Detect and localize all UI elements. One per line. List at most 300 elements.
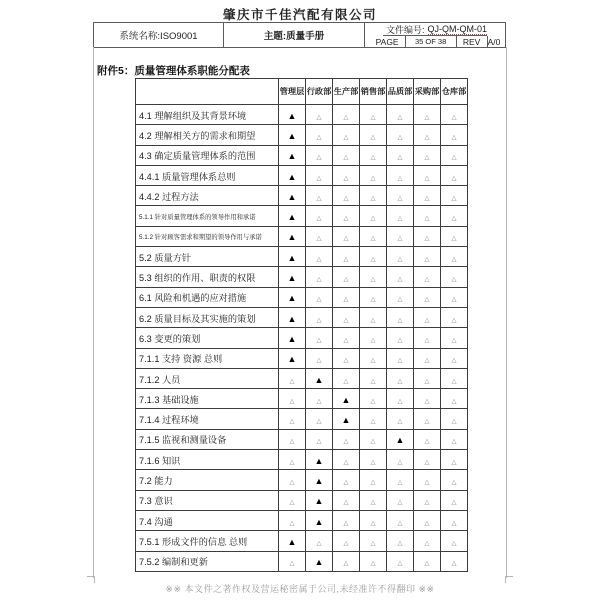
empty-triangle-icon: △ bbox=[289, 519, 295, 527]
empty-triangle-icon: △ bbox=[397, 133, 403, 141]
secondary-responsibility-mark bbox=[279, 551, 306, 571]
filled-triangle-icon: ▲ bbox=[314, 516, 324, 527]
clause-label: 7.1.6 知识 bbox=[136, 450, 279, 470]
secondary-responsibility-mark bbox=[333, 470, 360, 490]
secondary-responsibility-mark bbox=[333, 105, 360, 125]
secondary-responsibility-mark bbox=[306, 531, 333, 551]
empty-triangle-icon: △ bbox=[343, 154, 349, 162]
empty-triangle-icon: △ bbox=[343, 174, 349, 182]
secondary-responsibility-mark bbox=[306, 105, 333, 125]
empty-triangle-icon: △ bbox=[424, 397, 430, 405]
empty-triangle-icon: △ bbox=[397, 194, 403, 202]
filled-triangle-icon: ▲ bbox=[287, 333, 297, 344]
empty-triangle-icon: △ bbox=[316, 357, 322, 365]
secondary-responsibility-mark bbox=[279, 389, 306, 409]
empty-triangle-icon: △ bbox=[343, 316, 349, 324]
empty-triangle-icon: △ bbox=[370, 560, 376, 568]
filled-triangle-icon: ▲ bbox=[341, 394, 351, 405]
secondary-responsibility-mark bbox=[279, 409, 306, 429]
secondary-responsibility-mark bbox=[441, 429, 468, 449]
empty-triangle-icon: △ bbox=[343, 377, 349, 385]
secondary-responsibility-mark bbox=[387, 145, 414, 165]
empty-triangle-icon: △ bbox=[370, 336, 376, 344]
empty-triangle-icon: △ bbox=[397, 560, 403, 568]
empty-triangle-icon: △ bbox=[397, 296, 403, 304]
filled-triangle-icon: ▲ bbox=[314, 557, 324, 568]
secondary-responsibility-mark bbox=[279, 510, 306, 530]
filled-triangle-icon: ▲ bbox=[287, 293, 297, 304]
secondary-responsibility-mark bbox=[441, 145, 468, 165]
filled-triangle-icon: ▲ bbox=[287, 151, 297, 162]
table-row bbox=[136, 247, 468, 267]
empty-triangle-icon: △ bbox=[451, 499, 457, 507]
empty-triangle-icon: △ bbox=[316, 336, 322, 344]
filled-triangle-icon: ▲ bbox=[314, 455, 324, 466]
empty-triangle-icon: △ bbox=[424, 194, 430, 202]
clause-label: 6.2 质量目标及其实施的策划 bbox=[136, 307, 279, 327]
primary-responsibility-mark bbox=[279, 145, 306, 165]
secondary-responsibility-mark bbox=[387, 368, 414, 388]
secondary-responsibility-mark bbox=[333, 348, 360, 368]
matrix-header-row bbox=[136, 79, 468, 105]
department-header: 销售部 bbox=[360, 79, 387, 105]
empty-triangle-icon: △ bbox=[424, 478, 430, 486]
secondary-responsibility-mark bbox=[387, 348, 414, 368]
empty-triangle-icon: △ bbox=[451, 215, 457, 223]
matrix-corner-cell bbox=[136, 79, 279, 105]
secondary-responsibility-mark bbox=[387, 470, 414, 490]
empty-triangle-icon: △ bbox=[424, 336, 430, 344]
empty-triangle-icon: △ bbox=[397, 539, 403, 547]
table-row bbox=[136, 531, 468, 551]
primary-responsibility-mark bbox=[279, 348, 306, 368]
secondary-responsibility-mark bbox=[387, 490, 414, 510]
secondary-responsibility-mark bbox=[387, 165, 414, 185]
secondary-responsibility-mark bbox=[414, 450, 441, 470]
secondary-responsibility-mark bbox=[360, 287, 387, 307]
empty-triangle-icon: △ bbox=[343, 499, 349, 507]
filled-triangle-icon: ▲ bbox=[314, 475, 324, 486]
empty-triangle-icon: △ bbox=[451, 316, 457, 324]
empty-triangle-icon: △ bbox=[370, 478, 376, 486]
secondary-responsibility-mark bbox=[414, 287, 441, 307]
clause-label: 6.1 风险和机遇的应对措施 bbox=[136, 287, 279, 307]
empty-triangle-icon: △ bbox=[343, 255, 349, 263]
clause-label: 7.5.2 编制和更新 bbox=[136, 551, 279, 571]
empty-triangle-icon: △ bbox=[451, 519, 457, 527]
primary-responsibility-mark bbox=[279, 186, 306, 206]
empty-triangle-icon: △ bbox=[424, 418, 430, 426]
empty-triangle-icon: △ bbox=[451, 296, 457, 304]
primary-responsibility-mark bbox=[279, 105, 306, 125]
primary-responsibility-mark bbox=[279, 531, 306, 551]
subject-value: 质量手册 bbox=[286, 31, 325, 42]
secondary-responsibility-mark bbox=[387, 389, 414, 409]
empty-triangle-icon: △ bbox=[316, 276, 322, 284]
secondary-responsibility-mark bbox=[306, 267, 333, 287]
empty-triangle-icon: △ bbox=[424, 276, 430, 284]
secondary-responsibility-mark bbox=[306, 389, 333, 409]
secondary-responsibility-mark bbox=[414, 105, 441, 125]
secondary-responsibility-mark bbox=[414, 490, 441, 510]
secondary-responsibility-mark bbox=[414, 348, 441, 368]
empty-triangle-icon: △ bbox=[343, 276, 349, 284]
table-row bbox=[136, 267, 468, 287]
filled-triangle-icon: ▲ bbox=[287, 232, 297, 243]
secondary-responsibility-mark bbox=[360, 470, 387, 490]
secondary-responsibility-mark bbox=[360, 267, 387, 287]
empty-triangle-icon: △ bbox=[451, 418, 457, 426]
secondary-responsibility-mark bbox=[333, 328, 360, 348]
empty-triangle-icon: △ bbox=[370, 113, 376, 121]
secondary-responsibility-mark bbox=[360, 389, 387, 409]
secondary-responsibility-mark bbox=[360, 307, 387, 327]
secondary-responsibility-mark bbox=[306, 247, 333, 267]
empty-triangle-icon: △ bbox=[451, 276, 457, 284]
empty-triangle-icon: △ bbox=[424, 377, 430, 385]
empty-triangle-icon: △ bbox=[343, 336, 349, 344]
secondary-responsibility-mark bbox=[333, 247, 360, 267]
empty-triangle-icon: △ bbox=[397, 113, 403, 121]
secondary-responsibility-mark bbox=[387, 551, 414, 571]
secondary-responsibility-mark bbox=[441, 328, 468, 348]
empty-triangle-icon: △ bbox=[316, 539, 322, 547]
department-header: 采购部 bbox=[414, 79, 441, 105]
clause-label: 7.5.1 形成文件的信息 总则 bbox=[136, 531, 279, 551]
secondary-responsibility-mark bbox=[360, 165, 387, 185]
primary-responsibility-mark bbox=[279, 125, 306, 145]
empty-triangle-icon: △ bbox=[289, 478, 295, 486]
secondary-responsibility-mark bbox=[333, 267, 360, 287]
secondary-responsibility-mark bbox=[441, 409, 468, 429]
footer-copyright-notice: ※※ 本文件之著作权及营运秘密属于公司,未经准许不得翻印 ※※ bbox=[165, 584, 435, 594]
page-label: PAGE bbox=[370, 36, 406, 47]
secondary-responsibility-mark bbox=[387, 328, 414, 348]
empty-triangle-icon: △ bbox=[316, 418, 322, 426]
empty-triangle-icon: △ bbox=[316, 194, 322, 202]
empty-triangle-icon: △ bbox=[343, 357, 349, 365]
primary-responsibility-mark bbox=[279, 267, 306, 287]
secondary-responsibility-mark bbox=[441, 287, 468, 307]
table-row bbox=[136, 186, 468, 206]
secondary-responsibility-mark bbox=[279, 368, 306, 388]
empty-triangle-icon: △ bbox=[451, 478, 457, 486]
secondary-responsibility-mark bbox=[414, 429, 441, 449]
empty-triangle-icon: △ bbox=[397, 519, 403, 527]
clause-label: 4.2 理解相关方的需求和期望 bbox=[136, 125, 279, 145]
secondary-responsibility-mark bbox=[441, 368, 468, 388]
secondary-responsibility-mark bbox=[441, 206, 468, 226]
secondary-responsibility-mark bbox=[333, 551, 360, 571]
secondary-responsibility-mark bbox=[360, 186, 387, 206]
secondary-responsibility-mark bbox=[387, 450, 414, 470]
secondary-responsibility-mark bbox=[414, 510, 441, 530]
table-row bbox=[136, 226, 468, 246]
secondary-responsibility-mark bbox=[306, 186, 333, 206]
empty-triangle-icon: △ bbox=[316, 174, 322, 182]
empty-triangle-icon: △ bbox=[451, 357, 457, 365]
empty-triangle-icon: △ bbox=[289, 499, 295, 507]
table-row bbox=[136, 490, 468, 510]
page-rev-row bbox=[370, 36, 501, 47]
empty-triangle-icon: △ bbox=[289, 418, 295, 426]
doc-info-table bbox=[93, 22, 506, 48]
empty-triangle-icon: △ bbox=[451, 336, 457, 344]
empty-triangle-icon: △ bbox=[424, 539, 430, 547]
secondary-responsibility-mark bbox=[360, 226, 387, 246]
table-row bbox=[136, 409, 468, 429]
empty-triangle-icon: △ bbox=[289, 397, 295, 405]
empty-triangle-icon: △ bbox=[451, 560, 457, 568]
secondary-responsibility-mark bbox=[333, 368, 360, 388]
empty-triangle-icon: △ bbox=[397, 336, 403, 344]
function-matrix-table bbox=[135, 78, 468, 572]
secondary-responsibility-mark bbox=[441, 531, 468, 551]
secondary-responsibility-mark bbox=[441, 551, 468, 571]
empty-triangle-icon: △ bbox=[397, 478, 403, 486]
empty-triangle-icon: △ bbox=[370, 377, 376, 385]
empty-triangle-icon: △ bbox=[316, 235, 322, 243]
empty-triangle-icon: △ bbox=[424, 519, 430, 527]
empty-triangle-icon: △ bbox=[316, 113, 322, 121]
secondary-responsibility-mark bbox=[441, 510, 468, 530]
empty-triangle-icon: △ bbox=[370, 174, 376, 182]
empty-triangle-icon: △ bbox=[451, 194, 457, 202]
secondary-responsibility-mark bbox=[441, 348, 468, 368]
empty-triangle-icon: △ bbox=[451, 438, 457, 446]
empty-triangle-icon: △ bbox=[451, 154, 457, 162]
secondary-responsibility-mark bbox=[360, 105, 387, 125]
secondary-responsibility-mark bbox=[279, 450, 306, 470]
empty-triangle-icon: △ bbox=[370, 255, 376, 263]
secondary-responsibility-mark bbox=[441, 165, 468, 185]
primary-responsibility-mark bbox=[279, 307, 306, 327]
secondary-responsibility-mark bbox=[387, 287, 414, 307]
secondary-responsibility-mark bbox=[387, 510, 414, 530]
empty-triangle-icon: △ bbox=[370, 154, 376, 162]
secondary-responsibility-mark bbox=[279, 470, 306, 490]
empty-triangle-icon: △ bbox=[397, 276, 403, 284]
table-row bbox=[136, 551, 468, 571]
page-frame-right bbox=[506, 47, 507, 578]
secondary-responsibility-mark bbox=[333, 429, 360, 449]
secondary-responsibility-mark bbox=[414, 226, 441, 246]
empty-triangle-icon: △ bbox=[343, 478, 349, 486]
empty-triangle-icon: △ bbox=[370, 235, 376, 243]
primary-responsibility-mark bbox=[279, 226, 306, 246]
secondary-responsibility-mark bbox=[333, 531, 360, 551]
secondary-responsibility-mark bbox=[333, 307, 360, 327]
secondary-responsibility-mark bbox=[414, 389, 441, 409]
secondary-responsibility-mark bbox=[414, 328, 441, 348]
filled-triangle-icon: ▲ bbox=[314, 374, 324, 385]
secondary-responsibility-mark bbox=[414, 267, 441, 287]
secondary-responsibility-mark bbox=[306, 429, 333, 449]
table-row bbox=[136, 328, 468, 348]
doc-number-label: 文件编号: bbox=[385, 24, 425, 35]
secondary-responsibility-mark bbox=[441, 389, 468, 409]
secondary-responsibility-mark bbox=[333, 510, 360, 530]
secondary-responsibility-mark bbox=[360, 368, 387, 388]
empty-triangle-icon: △ bbox=[424, 438, 430, 446]
empty-triangle-icon: △ bbox=[316, 215, 322, 223]
primary-responsibility-mark bbox=[306, 450, 333, 470]
secondary-responsibility-mark bbox=[441, 307, 468, 327]
rev-label: REV bbox=[457, 36, 488, 47]
empty-triangle-icon: △ bbox=[370, 499, 376, 507]
empty-triangle-icon: △ bbox=[397, 235, 403, 243]
secondary-responsibility-mark bbox=[306, 206, 333, 226]
empty-triangle-icon: △ bbox=[370, 215, 376, 223]
primary-responsibility-mark bbox=[279, 247, 306, 267]
empty-triangle-icon: △ bbox=[316, 154, 322, 162]
secondary-responsibility-mark bbox=[333, 165, 360, 185]
empty-triangle-icon: △ bbox=[316, 296, 322, 304]
table-row bbox=[136, 145, 468, 165]
secondary-responsibility-mark bbox=[387, 531, 414, 551]
empty-triangle-icon: △ bbox=[451, 235, 457, 243]
clause-label: 7.1.4 过程环境 bbox=[136, 409, 279, 429]
empty-triangle-icon: △ bbox=[343, 235, 349, 243]
secondary-responsibility-mark bbox=[333, 450, 360, 470]
clause-label: 6.3 变更的策划 bbox=[136, 328, 279, 348]
empty-triangle-icon: △ bbox=[343, 194, 349, 202]
empty-triangle-icon: △ bbox=[370, 458, 376, 466]
secondary-responsibility-mark bbox=[360, 328, 387, 348]
secondary-responsibility-mark bbox=[360, 510, 387, 530]
empty-triangle-icon: △ bbox=[451, 255, 457, 263]
empty-triangle-icon: △ bbox=[451, 113, 457, 121]
empty-triangle-icon: △ bbox=[343, 539, 349, 547]
department-header: 管理层 bbox=[279, 79, 306, 105]
secondary-responsibility-mark bbox=[360, 409, 387, 429]
secondary-responsibility-mark bbox=[414, 145, 441, 165]
empty-triangle-icon: △ bbox=[289, 458, 295, 466]
department-header: 行政部 bbox=[306, 79, 333, 105]
filled-triangle-icon: ▲ bbox=[287, 191, 297, 202]
clause-label: 7.1.1 支持 资源 总则 bbox=[136, 348, 279, 368]
secondary-responsibility-mark bbox=[441, 226, 468, 246]
empty-triangle-icon: △ bbox=[370, 276, 376, 284]
empty-triangle-icon: △ bbox=[451, 133, 457, 141]
clause-label: 4.1 理解组织及其背景环境 bbox=[136, 105, 279, 125]
empty-triangle-icon: △ bbox=[424, 255, 430, 263]
department-header: 生产部 bbox=[333, 79, 360, 105]
secondary-responsibility-mark bbox=[387, 307, 414, 327]
secondary-responsibility-mark bbox=[441, 186, 468, 206]
empty-triangle-icon: △ bbox=[397, 418, 403, 426]
department-header: 仓库部 bbox=[441, 79, 468, 105]
empty-triangle-icon: △ bbox=[370, 194, 376, 202]
secondary-responsibility-mark bbox=[414, 165, 441, 185]
secondary-responsibility-mark bbox=[414, 368, 441, 388]
secondary-responsibility-mark bbox=[306, 145, 333, 165]
filled-triangle-icon: ▲ bbox=[287, 536, 297, 547]
secondary-responsibility-mark bbox=[306, 307, 333, 327]
primary-responsibility-mark bbox=[279, 287, 306, 307]
empty-triangle-icon: △ bbox=[424, 499, 430, 507]
matrix-head bbox=[136, 79, 468, 105]
empty-triangle-icon: △ bbox=[370, 133, 376, 141]
attachment-title: 附件5：质量管理体系职能分配表 bbox=[97, 65, 250, 77]
empty-triangle-icon: △ bbox=[397, 174, 403, 182]
clause-label: 7.1.3 基础设施 bbox=[136, 389, 279, 409]
secondary-responsibility-mark bbox=[441, 125, 468, 145]
empty-triangle-icon: △ bbox=[343, 458, 349, 466]
clause-label: 7.1.5 监视和测量设备 bbox=[136, 429, 279, 449]
empty-triangle-icon: △ bbox=[397, 397, 403, 405]
clause-label: 5.1.1 针对质量管理体系的领导作用和承诺 bbox=[136, 206, 279, 226]
secondary-responsibility-mark bbox=[387, 186, 414, 206]
doc-number-row bbox=[383, 23, 487, 36]
clause-label: 7.1.2 人员 bbox=[136, 368, 279, 388]
secondary-responsibility-mark bbox=[306, 328, 333, 348]
secondary-responsibility-mark bbox=[306, 409, 333, 429]
secondary-responsibility-mark bbox=[441, 450, 468, 470]
empty-triangle-icon: △ bbox=[397, 357, 403, 365]
empty-triangle-icon: △ bbox=[424, 458, 430, 466]
empty-triangle-icon: △ bbox=[343, 215, 349, 223]
empty-triangle-icon: △ bbox=[370, 438, 376, 446]
filled-triangle-icon: ▲ bbox=[287, 354, 297, 365]
subject-label: 主题: bbox=[263, 31, 287, 42]
empty-triangle-icon: △ bbox=[370, 316, 376, 324]
filled-triangle-icon: ▲ bbox=[314, 496, 324, 507]
filled-triangle-icon: ▲ bbox=[287, 110, 297, 121]
secondary-responsibility-mark bbox=[387, 409, 414, 429]
secondary-responsibility-mark bbox=[414, 531, 441, 551]
empty-triangle-icon: △ bbox=[370, 418, 376, 426]
secondary-responsibility-mark bbox=[414, 206, 441, 226]
primary-responsibility-mark bbox=[387, 429, 414, 449]
secondary-responsibility-mark bbox=[414, 307, 441, 327]
matrix-body bbox=[136, 105, 468, 572]
empty-triangle-icon: △ bbox=[397, 499, 403, 507]
table-row bbox=[136, 450, 468, 470]
table-row bbox=[136, 206, 468, 226]
filled-triangle-icon: ▲ bbox=[287, 273, 297, 284]
empty-triangle-icon: △ bbox=[370, 357, 376, 365]
secondary-responsibility-mark bbox=[387, 105, 414, 125]
empty-triangle-icon: △ bbox=[343, 113, 349, 121]
secondary-responsibility-mark bbox=[333, 226, 360, 246]
filled-triangle-icon: ▲ bbox=[341, 415, 351, 426]
filled-triangle-icon: ▲ bbox=[287, 313, 297, 324]
secondary-responsibility-mark bbox=[360, 551, 387, 571]
primary-responsibility-mark bbox=[279, 328, 306, 348]
table-row bbox=[136, 470, 468, 490]
empty-triangle-icon: △ bbox=[289, 377, 295, 385]
page-value: 35 OF 38 bbox=[406, 36, 457, 47]
secondary-responsibility-mark bbox=[333, 186, 360, 206]
table-row bbox=[136, 389, 468, 409]
primary-responsibility-mark bbox=[306, 470, 333, 490]
empty-triangle-icon: △ bbox=[451, 458, 457, 466]
empty-triangle-icon: △ bbox=[451, 539, 457, 547]
empty-triangle-icon: △ bbox=[424, 113, 430, 121]
empty-triangle-icon: △ bbox=[424, 560, 430, 568]
empty-triangle-icon: △ bbox=[370, 397, 376, 405]
secondary-responsibility-mark bbox=[360, 490, 387, 510]
clause-label: 4.4.2 过程方法 bbox=[136, 186, 279, 206]
clause-label: 7.2 能力 bbox=[136, 470, 279, 490]
empty-triangle-icon: △ bbox=[397, 458, 403, 466]
primary-responsibility-mark bbox=[279, 165, 306, 185]
secondary-responsibility-mark bbox=[360, 531, 387, 551]
table-row bbox=[136, 429, 468, 449]
empty-triangle-icon: △ bbox=[343, 133, 349, 141]
secondary-responsibility-mark bbox=[306, 348, 333, 368]
